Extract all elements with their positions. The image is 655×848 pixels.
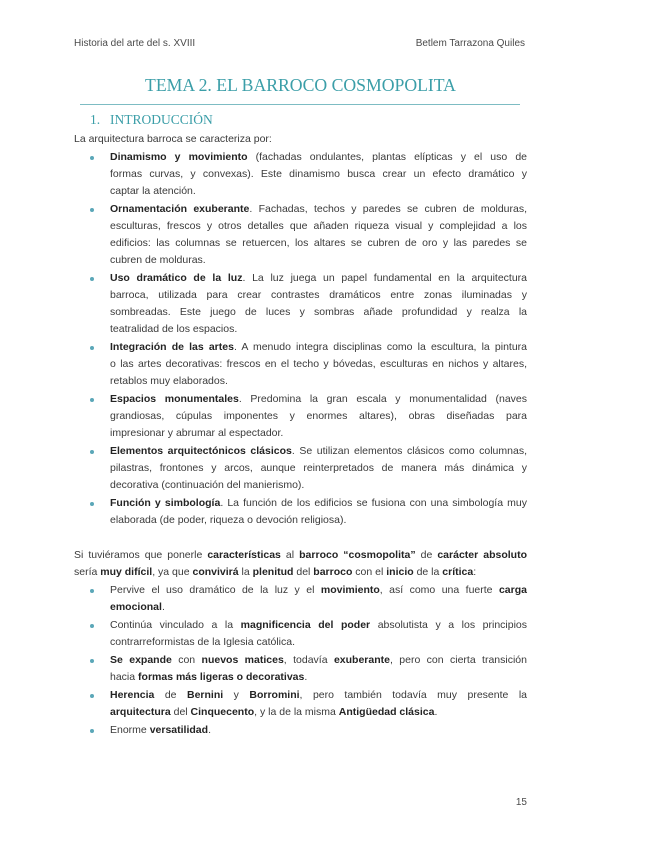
text-run: con [171,653,202,666]
text-run: , y la de la misma [254,705,339,718]
text-line [110,582,527,599]
text-line [110,495,527,512]
text-run: contrarreformistas de la Iglesia católica. [110,635,295,648]
text-line [110,722,527,739]
text-line [110,270,527,287]
text-run: grandiosas, cúpulas imponentes y enormes altares), obras diseñadas para [110,409,527,422]
text-line [110,149,527,166]
list-item [74,687,527,721]
section-title: INTRODUCCIÓN [110,112,213,127]
text-line [110,599,527,616]
list-item [74,270,527,338]
text-run: absolutista y a los principios [370,618,528,631]
text-run: al [280,548,300,561]
text-line [110,183,527,200]
text-run: cubren de molduras. [110,253,206,266]
text-run: la [238,565,253,578]
bullet-icon [90,450,94,454]
text-line [110,304,527,321]
text-line [110,235,527,252]
section-number: 1. [90,112,101,127]
bold-term: plenitud [252,565,294,578]
text-line [110,287,527,304]
text-run: del [293,565,314,578]
bullet-icon [90,277,94,281]
text-run: . [208,723,211,736]
text-line [110,201,527,218]
text-run: retablos muy elaborados. [110,374,228,387]
text-run: de [415,548,438,561]
text-line [110,408,527,425]
text-run: , pero con cierta transición [389,653,527,666]
bold-term: barroco “cosmopolita” [299,548,416,561]
text-line [110,443,527,460]
text-run: Enorme [110,723,150,736]
list-item [74,617,527,651]
bullet-icon [90,624,94,628]
intro-feature-list [74,149,527,529]
text-run: La arquitectura barroca se caracteriza por: [74,132,272,145]
text-run: barroca, utilizada para crear contrastes dramáticos entre zonas iluminadas y [110,288,527,301]
bullet-icon [90,729,94,733]
text-run: del [170,705,191,718]
bold-term: magnificencia del poder [240,618,371,631]
text-run: captar la atención. [110,184,196,197]
bold-term: Ornamentación exuberante [110,202,250,215]
bold-term: Herencia [110,688,155,701]
text-run: Pervive el uso dramático de la luz y el [110,583,321,596]
title-underline-rule [80,104,520,105]
list-item [74,201,527,269]
bold-term: convivirá [192,565,239,578]
bold-term: Dinamismo y movimiento [110,150,248,163]
list-item [74,149,527,200]
bullet-icon [90,659,94,663]
characteristics-lead-paragraph [74,547,527,581]
text-run: : [473,565,477,578]
text-run: . La función de los edificios se fusiona con una simbología muy [220,496,527,509]
text-line [110,252,527,269]
bold-term: versatilidad [149,723,209,736]
text-line [110,460,527,477]
section-heading [74,112,374,128]
text-line [110,477,527,494]
bold-term: Antigüedad clásica [338,705,435,718]
bullet-icon [90,346,94,350]
bold-term: carácter absoluto [437,548,527,561]
page-title: TEMA 2. EL BARROCO COSMOPOLITA [145,75,456,95]
text-run: . [304,670,308,683]
list-item [74,722,527,739]
text-line [110,425,527,442]
bold-term: Elementos arquitectónicos clásicos [110,444,292,457]
bold-term: carga [498,583,527,596]
text-run: pilastras, frontones y arcos, aunque reinterpretados de manera más dinámica y [110,461,527,474]
text-run: de [154,688,187,701]
bullet-icon [90,208,94,212]
bold-term: Espacios monumentales [110,392,239,405]
text-run: con el [352,565,387,578]
bold-term: Uso dramático de la luz [110,271,243,284]
bold-term: barroco [313,565,353,578]
bold-term: Cinquecento [190,705,255,718]
list-item [74,339,527,390]
text-run: edificios: las columnas se retuercen, los altares se cubren de oro y las paredes se [110,236,527,249]
text-run: impresionar y abrumar al espectador. [110,426,284,439]
text-run: , pero también todavía muy presente la [299,688,527,701]
text-run: , ya que [152,565,193,578]
text-run: Si tuviéramos que ponerle [74,548,208,561]
text-line [74,131,527,148]
text-run: . La luz juega un papel fundamental en la arquitectura [242,271,527,284]
header-author-name: Betlem Tarrazona Quiles [415,38,525,49]
bold-term: arquitectura [110,705,171,718]
list-item [74,582,527,616]
text-run: . A menudo integra disciplinas como la escultura, la pintura [233,340,528,353]
text-line [110,391,527,408]
text-run: hacia [110,670,139,683]
text-run: decorativa (continuación del manierismo). [110,478,305,491]
text-line [110,218,527,235]
text-line [110,166,527,183]
text-run: formas curvas, y convexas). Este dinamismo busca crear un efecto dramático y [110,167,527,180]
bold-term: emocional [110,600,162,613]
list-item [74,652,527,686]
text-run: , todavía [283,653,334,666]
text-run: Continúa vinculado a la [110,618,241,631]
bold-term: exuberante [333,653,390,666]
text-run: y [223,688,250,701]
bold-term: inicio [386,565,414,578]
bold-term: características [207,548,281,561]
body-content [74,131,527,740]
text-line [110,704,527,721]
text-line [74,547,527,564]
text-line [110,634,527,651]
bullet-icon [90,398,94,402]
text-run: sombreadas. Este juego de luces y sombras añade profundidad y realza la [110,305,527,318]
characteristics-list [74,582,527,739]
bullet-icon [90,502,94,506]
text-line [110,512,527,529]
text-line [74,564,527,581]
text-line [110,321,527,338]
text-line [110,652,527,669]
text-run: o las artes decorativas: frescos en el techo y bóvedas, esculturas en nichos y altares, [110,357,527,370]
text-run: sería [74,565,101,578]
bold-term: Se expande [110,653,172,666]
text-run: teatralidad de los espacios. [110,322,238,335]
bold-term: Borromini [249,688,300,701]
bold-term: Integración de las artes [110,340,234,353]
text-run: elaborada (de poder, riqueza o devoción religiosa). [110,513,347,526]
bold-term: Función y simbología [110,496,221,509]
text-line [110,669,527,686]
text-run: . Predomina la gran escala y monumentalidad (naves [238,392,527,405]
list-item [74,495,527,529]
text-run: . Se utilizan elementos clásicos como columnas, [291,444,527,457]
text-run: esculturas, frescos y otros detalles que añaden riqueza visual y complejidad a los [110,219,527,232]
text-line [110,339,527,356]
text-run: (fachadas ondulantes, plantas elípticas y el uso de [247,150,527,163]
text-line [110,687,527,704]
bold-term: movimiento [320,583,380,596]
text-line [110,617,527,634]
bold-term: formas más ligeras o decorativas [138,670,305,683]
bullet-icon [90,156,94,160]
bullet-icon [90,589,94,593]
text-run: . [434,705,438,718]
bold-term: muy difícil [100,565,153,578]
list-item [74,443,527,494]
bold-term: nuevos matices [201,653,284,666]
bold-term: crítica [442,565,474,578]
page-number: 15 [515,797,527,808]
text-line [110,373,527,390]
text-run: . Fachadas, techos y paredes se cubren de molduras, [249,202,528,215]
bullet-icon [90,694,94,698]
bold-term: Bernini [187,688,224,701]
intro-lead-paragraph [74,131,527,148]
list-item [74,391,527,442]
text-run: . [161,600,165,613]
text-line [110,356,527,373]
text-run: de la [413,565,443,578]
text-run: , así como una fuerte [379,583,499,596]
header-course-title: Historia del arte del s. XVIII [74,38,196,49]
